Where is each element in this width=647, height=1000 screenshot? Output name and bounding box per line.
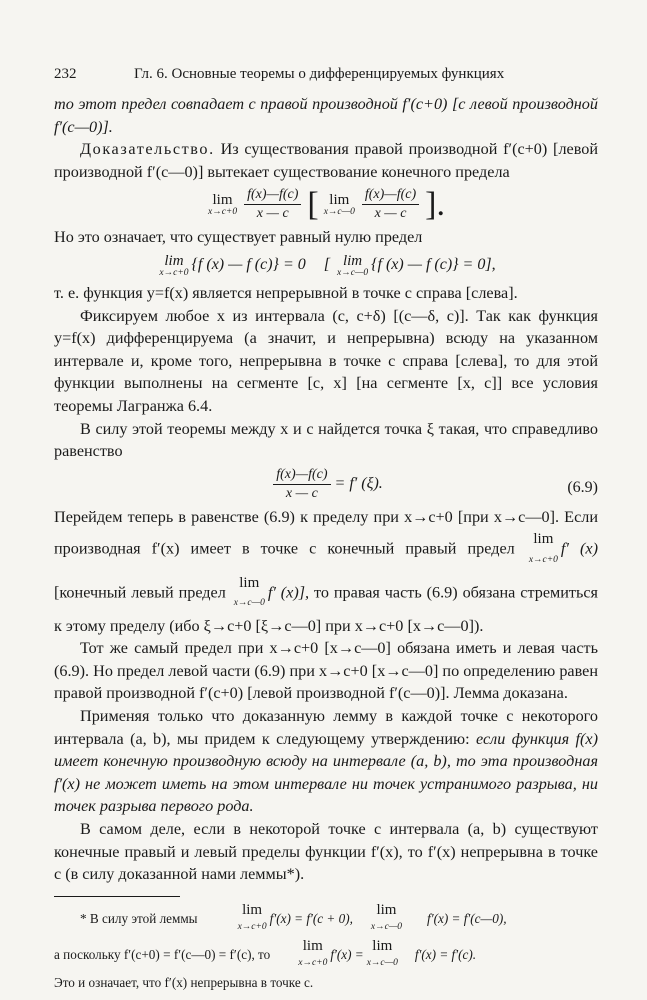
- footnote-line-2: а поскольку f′(c+0) = f′(c—0) = f′(c), то lim x→c+0 f′(x) = lim x→c—0 f′(x) = f′(c).: [54, 937, 477, 968]
- proof-paragraph: [54, 138, 598, 183]
- limit-left: lim x→c—0: [323, 192, 355, 218]
- page-number: 232: [54, 66, 77, 82]
- proof-text: Из существования правой производной f′(c+0) [левой производной f′(c—0)] вытекает существование конечного предела: [54, 140, 598, 181]
- fraction: $\frac{f(x)—f(c)}{x — c}$: [244, 187, 301, 222]
- footnote-rule: [54, 896, 180, 897]
- paragraph-apply: Применяя только что доказанную лемму в каждой точке c некоторого интервала (a, b), мы придем к следующему утверждению: если функция f(x) имеет конечную производную всюду на интервале (a, b), то эта производная f′(x) не может иметь на этом интервале ни точек устранимого разрыва, ни точек разрыва первого рода.: [54, 707, 598, 816]
- chapter-title: Гл. 6. Основные теоремы о дифференцируемых функциях: [134, 66, 505, 82]
- equation-number: (6.9): [567, 478, 598, 496]
- paragraph-limit: Перейдем теперь в равенстве (6.9) к пределу при x→c+0 [при x→c—0]. Если производная f′(x) имеет в точке c конечный правый предел lim x→c+0 f′ (x) [конечный левый предел lim x→c—0 f′ (x)], то правая часть (6.9) обязана стремиться к этому пределу (ибо ξ→c+0 [ξ→c—0] при x→c+0 [x→c—0]).: [54, 507, 598, 635]
- running-header: [54, 66, 598, 88]
- inline-limit-right: lim x→c+0: [528, 531, 558, 565]
- book-page: [54, 66, 598, 992]
- open-bracket: [: [307, 185, 319, 223]
- fraction: $\frac{f(x)—f(c)}{x — c}$: [273, 467, 330, 502]
- limit-left: lim x→c—0: [336, 252, 369, 278]
- footnote: [54, 901, 598, 992]
- paragraph-fix: Фиксируем любое x из интервала (c, c+δ) [(c—δ, c)]. Так как функция y=f(x) дифференцируема (а значит, и непрерывна) всюду на указанном интервале и, кроме того, непрерывна в точке c справа [слева], то для этой функции выполнены на сегменте [c, x] [на сегменте [x, c]] все условия теоремы Лагранжа 6.4.: [54, 306, 598, 415]
- proof-label: Доказательство.: [80, 140, 215, 159]
- lemma-continuation: то этот предел совпадает с правой производной f′(c+0) [с левой производной f′(c—0)].: [54, 95, 598, 136]
- paragraph-continuity: т. е. функция y=f(x) является непрерывной в точке c справа [слева].: [54, 283, 518, 302]
- paragraph-same-limit: Тот же самый предел при x→c+0 [x→c—0] обязана иметь и левая часть (6.9). Но предел левой части (6.9) при x→c+0 [x→c—0] по определению равен правой производной f′(c+0) [левой производной f′(c—0)]. Лемма доказана.: [54, 639, 598, 703]
- paragraph-mean: Но это означает, что существует равный нулю предел: [54, 228, 423, 247]
- formula-difference-quotient: [54, 187, 598, 222]
- limit-right: lim x→c+0: [159, 252, 189, 278]
- fraction: $\frac{f(x)—f(c)}{x — c}$: [362, 187, 419, 222]
- paragraph-theorem: В силу этой теоремы между x и c найдется точка ξ такая, что справедливо равенство: [54, 419, 598, 461]
- formula-zero-limit: lim x→c+0 {f (x) — f (c)} = 0 [ lim x→c—0 {f (x) — f (c)} = 0],: [159, 252, 496, 278]
- paragraph-indeed: В самом деле, если в некоторой точке c интервала (a, b) существуют конечные правый и левый пределы функции f′(x), то f′(x) непрерывна в точке c (в силу доказанной нами леммы*).: [54, 820, 598, 884]
- footnote-line-1: * В силу этой леммы lim x→c+0 f′(x) = f′(c + 0), lim x→c—0 f′(x) = f′(c—0),: [80, 901, 507, 932]
- statement-italic: если функция f(x) имеет конечную производную всюду на интервале (a, b), то эта производная f′(x) не может иметь на этом интервале ни точек устранимого разрыва, ни точек разрыва первого рода.: [54, 729, 598, 816]
- inline-limit-left: lim x→c—0: [233, 574, 265, 609]
- formula-6-9: $\frac{f(x)—f(c)}{x — c}$ = f′ (ξ). (6.9): [54, 467, 598, 502]
- limit-right: lim x→c+0: [207, 192, 238, 218]
- close-bracket: ].: [425, 185, 445, 223]
- footnote-line-3: Это и означает, что f′(x) непрерывна в точке c.: [54, 974, 314, 990]
